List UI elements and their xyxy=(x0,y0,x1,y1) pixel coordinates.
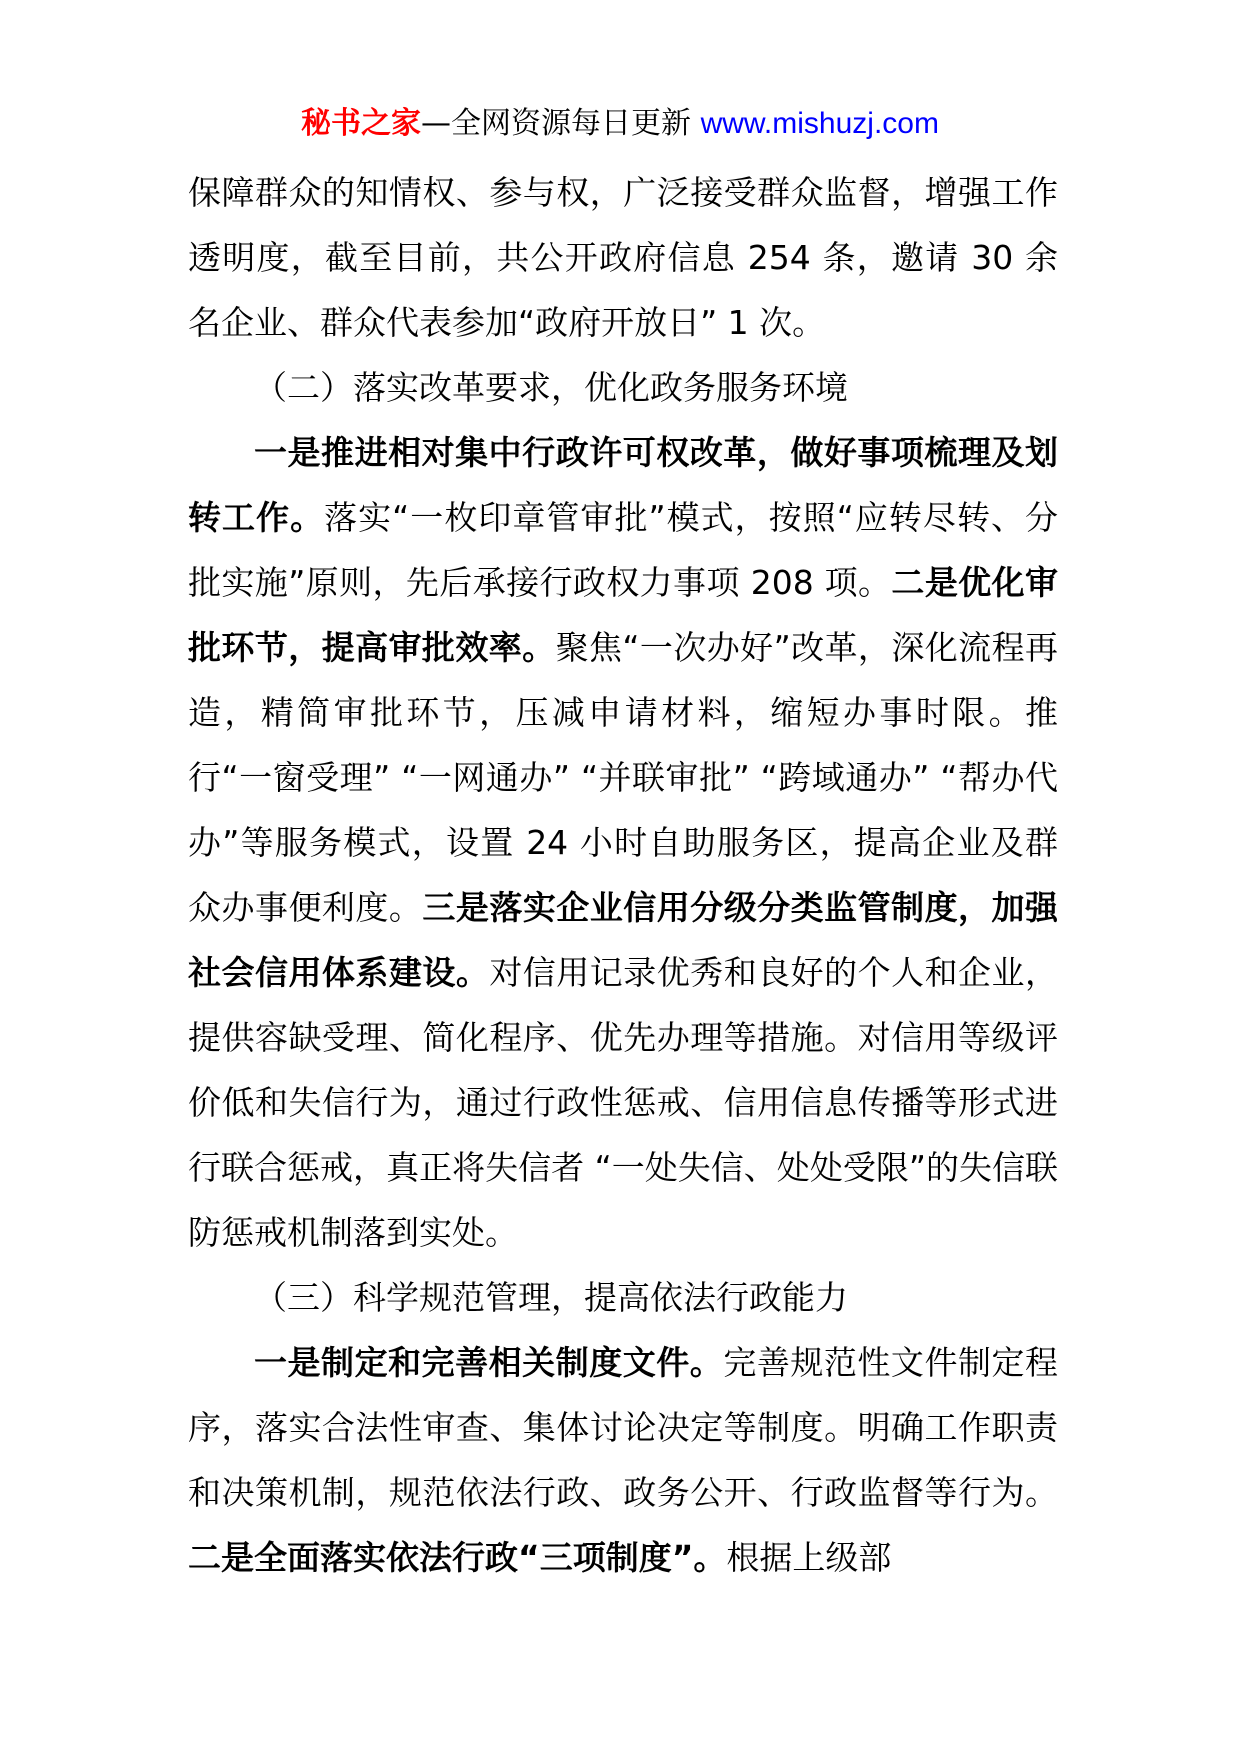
document-body xyxy=(188,160,1058,1590)
page-header xyxy=(0,100,1240,148)
point-2-heading: 二是优化审批环节，提高审批效率。 xyxy=(188,563,1059,667)
point-1-heading: 一是制定和完善相关制度文件。 xyxy=(254,1343,724,1382)
point-1-text: 完善规范性文件制定程序，落实合法性审查、集体讨论决定等制度。明确工作职责和决策机制，规范依法行政、政务公开、行政监督等行为。 xyxy=(188,1343,1059,1512)
header-tagline: —全网资源每日更新 xyxy=(421,106,701,141)
section-heading-2: （二）落实改革要求，优化政务服务环境 xyxy=(254,368,848,407)
point-1-text: 落实“一枚印章管审批”模式，按照“应转尽转、分批实施”原则，先后承接行政权力事项 208 项。 xyxy=(188,498,1058,602)
point-2-text: 聚焦“一次办好”改革，深化流程再造，精简审批环节，压减申请材料，缩短办事时限。推行“一窗受理” “一网通办” “并联审批” “跨域通办” “帮办代办”等服务模式，设置 24 小时自助服务区，提高企业及群众办事便利度。 xyxy=(188,628,1058,927)
header-brand: 秘书之家 xyxy=(301,106,422,141)
section-heading-3: （三）科学规范管理，提高依法行政能力 xyxy=(254,1278,848,1317)
paragraph-reform xyxy=(188,420,1058,1265)
point-2-heading: 二是全面落实依法行政“三项制度”。 xyxy=(188,1538,727,1577)
point-1-heading: 一是推进相对集中行政许可权改革，做好事项梳理及划转工作。 xyxy=(188,433,1058,537)
point-3-text: 对信用记录优秀和良好的个人和企业，提供容缺受理、简化程序、优先办理等措施。对信用等级评价低和失信行为，通过行政性惩戒、信用信息传播等形式进行联合惩戒，真正将失信者 “一处失信、处处受限”的失信联防惩戒机制落到实处。 xyxy=(188,953,1059,1252)
point-2-text: 根据上级部 xyxy=(726,1538,892,1577)
header-url-link[interactable]: www.mishuzj.com xyxy=(700,107,939,140)
paragraph-continued: 保障群众的知情权、参与权，广泛接受群众监督，增强工作透明度，截至目前，共公开政府信息 254 条，邀请 30 余名企业、群众代表参加“政府开放日” 1 次。 xyxy=(188,173,1058,342)
paragraph-management xyxy=(188,1330,1058,1590)
point-3-heading: 三是落实企业信用分级分类监管制度，加强社会信用体系建设。 xyxy=(188,888,1059,992)
